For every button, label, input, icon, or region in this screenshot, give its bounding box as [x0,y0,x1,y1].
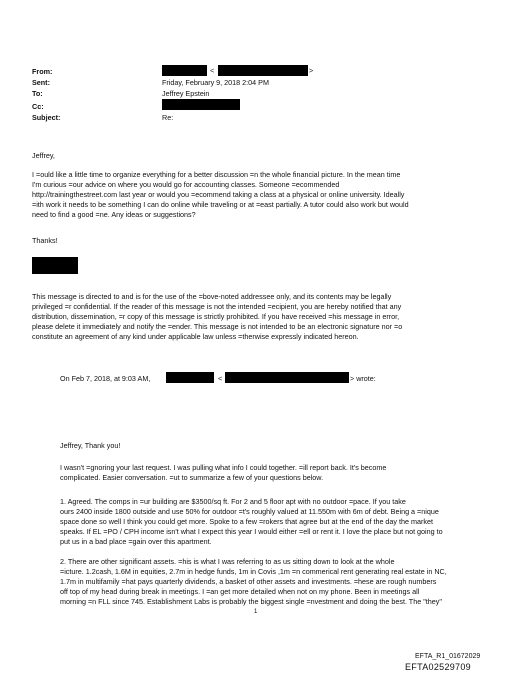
cc-label: Cc: [32,102,44,111]
bates-number-2: EFTA02529709 [405,662,471,672]
quoted-intro: I wasn't =gnoring your last request. I was pulling what info I could together. =ill report back. It's become complicated. Easier conversation. =ut to summarize a few of your questions below. [60,463,387,482]
quoted-greeting: Jeffrey, Thank you! [60,441,121,450]
signature-redaction [32,257,78,274]
salutation: Jeffrey, [32,151,55,160]
sent-value: Friday, February 9, 2018 2:04 PM [162,78,269,87]
body-paragraph: I =ould like a little time to organize everything for a better discussion =n the whole financial picture. In the mean time I'm curious =our advice on where you would go for accounting classes. Someone =ecommended http://trainingthestreet.com last year or would you =ecommend taking a class at a physical or online university. Ideally =ith work it needs to be something I can do online while traveling or at =east partially. A tutor could also work but would need to find a good =ne. Any ideas or suggestions? [32,170,409,219]
from-lt: < [210,66,215,75]
redaction-box [162,65,207,76]
thanks-line: Thanks! [32,236,58,245]
quoted-wrote: > wrote: [350,374,376,383]
page-number: 1 [254,609,258,615]
subject-label: Subject: [32,113,61,122]
quoted-lt: < [218,374,223,383]
from-label: From: [32,67,53,76]
from-gt: > [309,66,314,75]
to-label: To: [32,89,43,98]
redaction-box [218,65,308,76]
quoted-point-2: 2. There are other significant assets. =his is what I was referring to as us sitting down to look at the whole =icture. 1.2cash, 1.6M in equities, 2.7m in hedge funds, 1m in Covis ,1m =n commerical rent generating real estate in NC, 1.7m in multifamily =hat pays quarterly dividends, a basket of other assets and investments. =hese are rough numbers off top of my head during break in meetings. I =an get more detailed when not on my phone. Been in meetings all morning =n FLL since 745. Establishment Labs is probably the biggest single =nvestment and doing the best. The "they" [60,557,447,606]
bates-number-1: EFTA_R1_01672029 [415,653,481,660]
sent-label: Sent: [32,78,50,87]
redaction-box [225,372,349,383]
quoted-point-1: 1. Agreed. The comps in =ur building are $3500/sq ft. For 2 and 5 floor apt with no outdoor =pace. If you take ours 2400 inside 1800 outside and use 50% for outdoor =t's roughly valued at 11.550m with 6m of debt. Being a =nique space done so well I think you could get more. Spoke to a few =rokers that agree but at the end of the day the market speaks. If EL =PO / CPH income isn't what I expect this year I would either =ell or rent it. I love the place but not going to put us in a bad place =gain over this apartment. [60,497,443,546]
subject-value: Re: [162,113,174,122]
redaction-box [162,99,240,110]
quoted-on-line: On Feb 7, 2018, at 9:03 AM, [60,374,151,383]
disclaimer-paragraph: This message is directed to and is for the use of the =bove-noted addressee only, and its contents may be legally privileged =r confidential. If the reader of this message is not the intended =ecipient, you are hereby notified that any distribution, dissemination, =r copy of this message is strictly prohibited. If you have received =his message in error, please delete it immediately and notify the =ender. This message is not intended to be an electronic signature nor =o constitute an agreement of any kind under applicable law unless =therwise expressly indicated hereon. [32,292,403,341]
redaction-box [166,372,214,383]
to-value: Jeffrey Epstein [162,89,210,98]
